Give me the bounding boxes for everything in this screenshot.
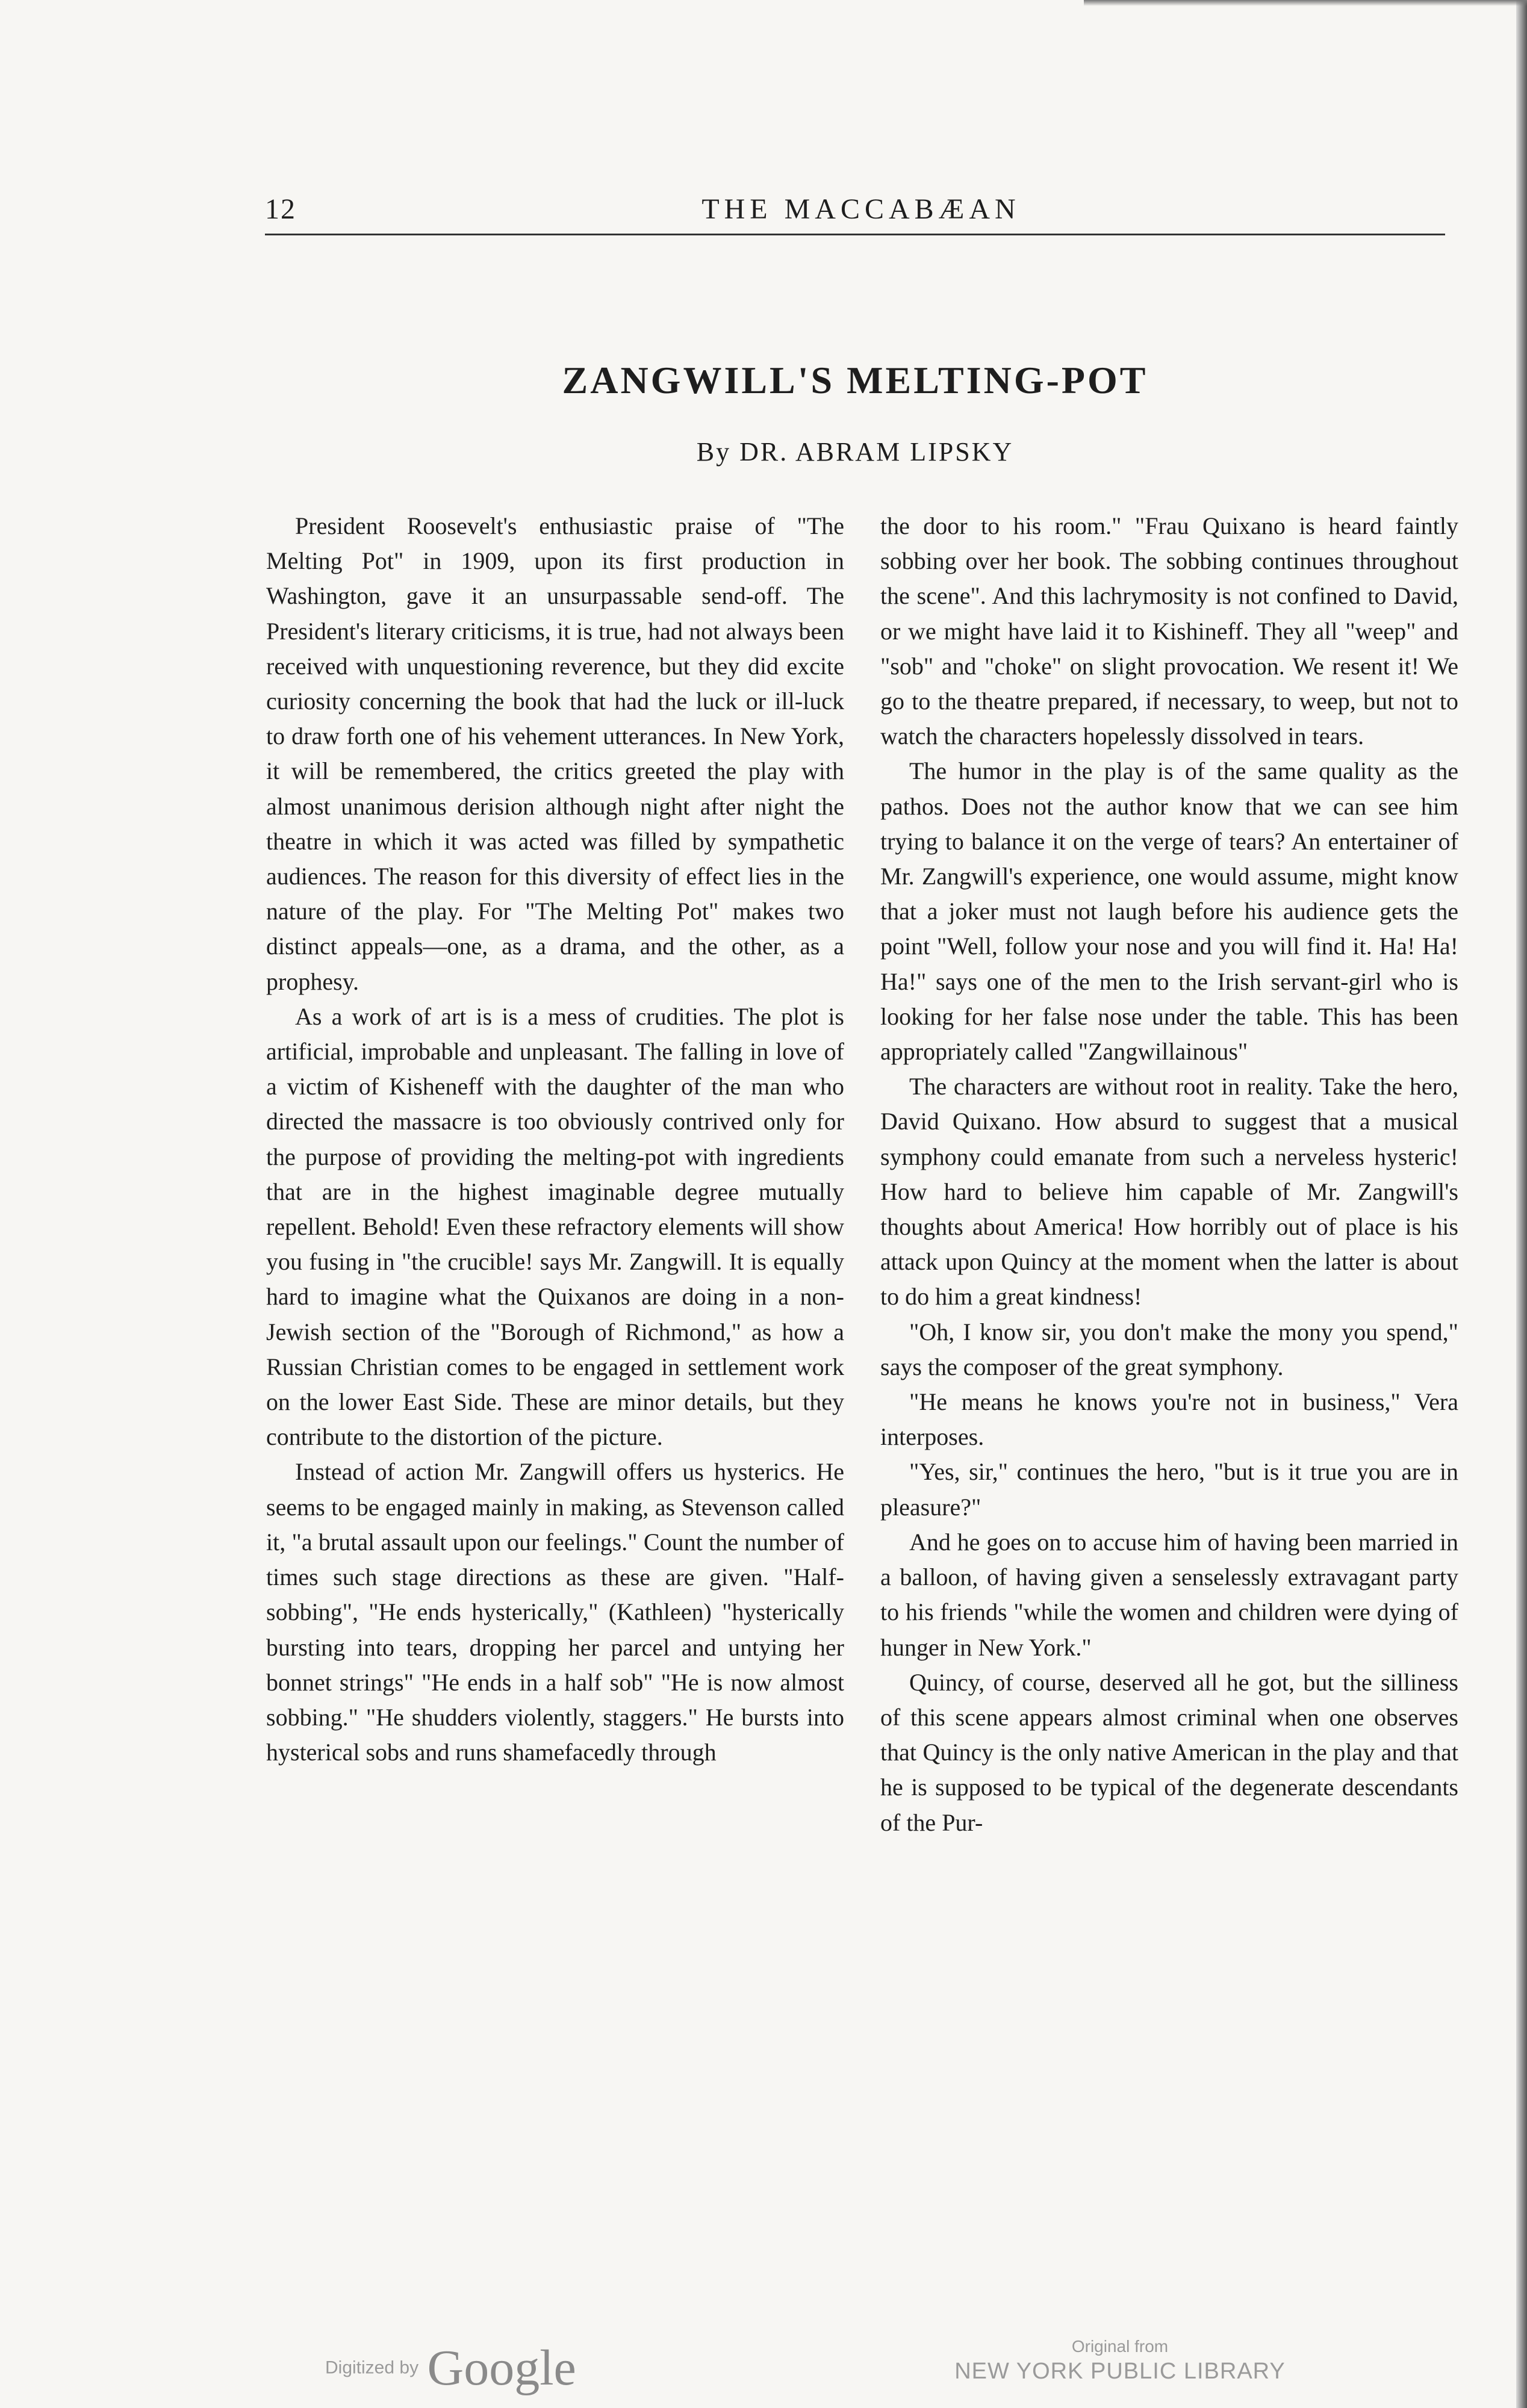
paragraph: The humor in the play is of the same quality as the pathos. Does not the author know that we can see him trying to balance it on the verge of tears? An entertainer of Mr. Zangwill's experience, one would assume, might know that a joker must not laugh before his audience gets the point "Well, follow your nose and you will find it. Ha! Ha! Ha!" says one of the men to the Irish servant-girl who is looking for her false nose under the table. This has been appropriately called "Zangwillainous" (880, 757, 1458, 1066)
paragraph: Instead of action Mr. Zangwill offers us hysterics. He seems to be engaged mainly in making, as Stevenson called it, "a brutal assault upon our feelings." Count the number of times such stage directions as these are given. "Half-sobbing", "He ends hysterically," (Kathleen) "hysterically bursting into tears, dropping her parcel and untying her bonnet strings" "He ends in a half sob" "He is now almost sobbing." "He shudders violently, staggers." He bursts into hysterical sobs and runs shamefacedly through (266, 1458, 844, 1766)
library-name: NEW YORK PUBLIC LIBRARY (954, 2359, 1286, 2384)
page-header (265, 193, 1445, 229)
paragraph: "He means he knows you're not in business," Vera interposes. (880, 1388, 1458, 1451)
page-number: 12 (265, 193, 296, 225)
paragraph: "Oh, I know sir, you don't make the mony you spend," says the composer of the great symphony. (880, 1318, 1458, 1380)
running-head: THE MACCABÆAN (701, 193, 1021, 225)
paragraph: As a work of art is is a mess of crudities. The plot is artificial, improbable and unpleasant. The falling in love of a victim of Kisheneff with the daughter of the man who directed the massacre is too obviously contrived only for the purpose of providing the melting-pot with ingredients that are in the highest imaginable degree mutually repellent. Behold! Even these refractory elements will show you fusing in "the crucible! says Mr. Zangwill. It is equally hard to imagine what the Quixanos are doing in a non-Jewish section of the "Borough of Richmond," as how a Russian Christian comes to be engaged in settlement work on the lower East Side. These are minor details, but they contribute to the distortion of the picture. (266, 1002, 844, 1451)
article-title: ZANGWILL'S MELTING-POT (562, 359, 1148, 402)
paragraph: The characters are without root in reality. Take the hero, David Quixano. How absurd to suggest that a musical symphony could emanate from such a nerveless hysteric! How hard to believe him capable of Mr. Zangwill's thoughts about America! How horribly out of place is his attack upon Quincy at the moment when the latter is about to do him a great kindness! (880, 1073, 1458, 1311)
right-column (880, 509, 1458, 1840)
scan-top-shadow (1084, 0, 1527, 6)
paragraph: And he goes on to accuse him of having been married in a balloon, of having given a senselessly extravagant party to his friends "while the women and children were dying of hunger in New York." (880, 1528, 1458, 1661)
header-rule (265, 234, 1445, 235)
google-logo: Google (427, 2340, 576, 2396)
paragraph: President Roosevelt's enthusiastic praise of "The Melting Pot" in 1909, upon its first production in Washington, gave it an unsurpassable send-off. The President's literary criticisms, it is true, had not always been received with unquestioning reverence, but they did excite curiosity concerning the book that had the luck or ill-luck to draw forth one of his vehement utterances. In New York, it will be remembered, the critics greeted the play with almost unanimous derision although night after night the theatre in which it was acted was filled by sympathetic audiences. The reason for this diversity of effect lies in the nature of the play. For "The Melting Pot" makes two distinct appeals—one, as a drama, and the other, as a prophesy. (266, 512, 844, 995)
left-column (266, 509, 844, 1770)
paragraph: "Yes, sir," continues the hero, "but is it true you are in pleasure?" (880, 1458, 1458, 1521)
paragraph: Quincy, of course, deserved all he got, but the silliness of this scene appears almost criminal when one observes that Quincy is the only native American in the play and that he is supposed to be typical of the degenerate descendants of the Pur- (880, 1668, 1458, 1836)
scan-edge-shadow (1516, 0, 1527, 2408)
library-watermark (927, 2337, 1313, 2385)
digitized-by-label: Digitized by (325, 2357, 419, 2378)
digitized-by-watermark (325, 2339, 576, 2396)
article-byline: By DR. ABRAM LIPSKY (696, 437, 1014, 467)
paragraph: the door to his room." "Frau Quixano is heard faintly sobbing over her book. The sobbing continues throughout the scene". And this lachrymosity is not confined to David, or we might have laid it to Kishineff. They all "weep" and "sob" and "choke" on slight provocation. We resent it! We go to the theatre prepared, if necessary, to weep, but not to watch the characters hopelessly dissolved in tears. (880, 512, 1458, 750)
original-from-label: Original from (1071, 2337, 1169, 2356)
